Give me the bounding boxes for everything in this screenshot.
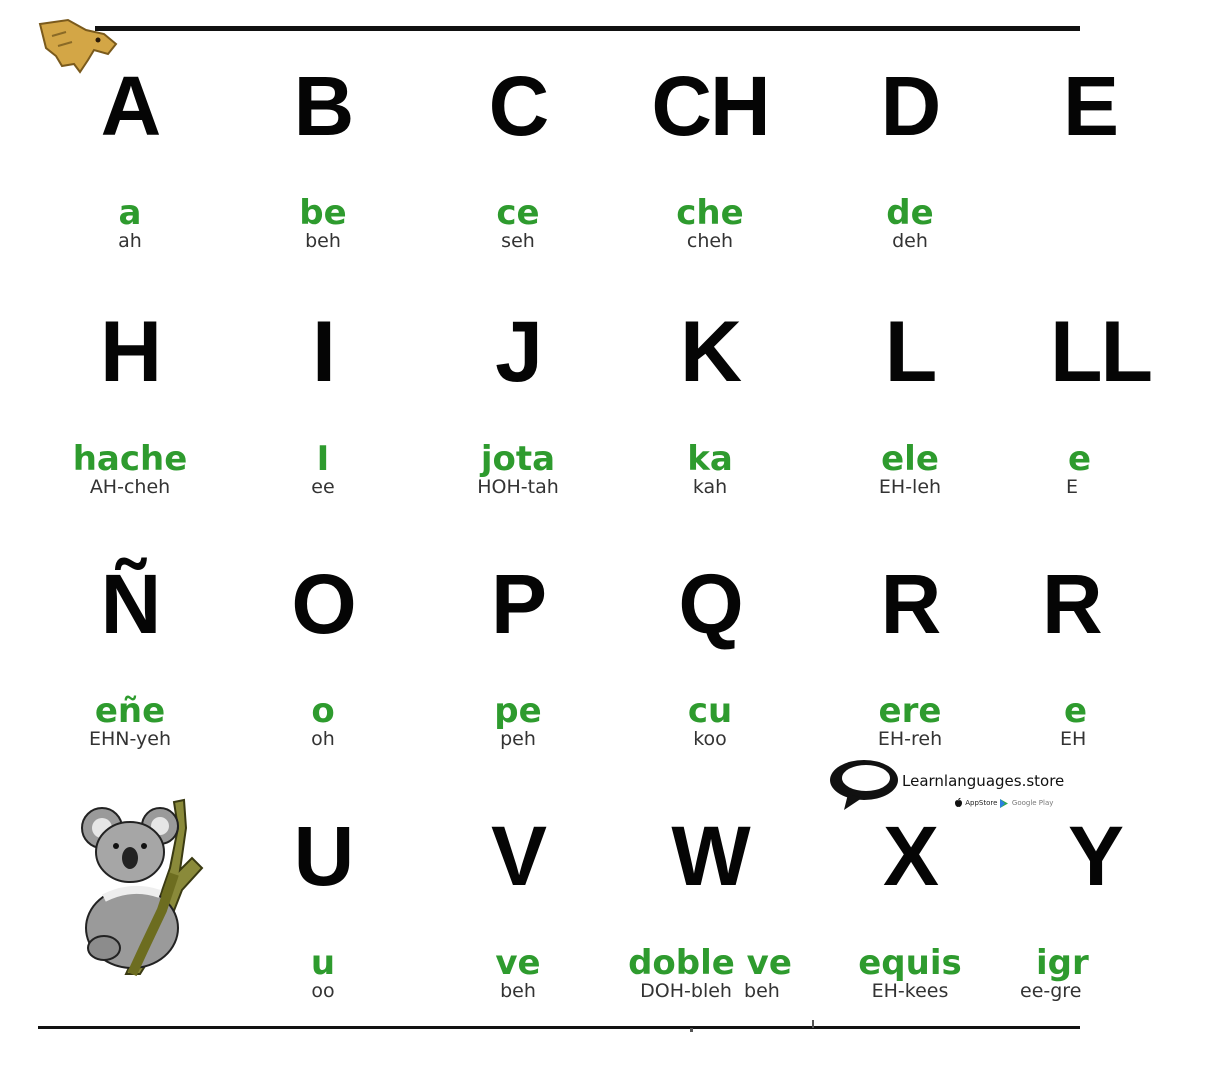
letter-glyph: R: [1042, 557, 1101, 651]
letter-card: [418, 304, 618, 498]
letter-glyph: H: [99, 304, 161, 400]
letter-card: [810, 557, 1010, 750]
watermark-site: Learnlanguages.store: [902, 772, 1065, 790]
letter-pronunciation: EH-leh: [878, 476, 942, 498]
letter-glyph: E: [1062, 59, 1118, 153]
letter-name: be: [299, 193, 347, 233]
letter-name: che: [676, 193, 744, 233]
letter-name: ve: [495, 943, 541, 983]
letter-glyph: W: [671, 809, 749, 903]
letter-glyph: U: [293, 809, 353, 903]
letter-glyph: CH: [651, 59, 769, 153]
letter-glyph: P: [490, 557, 546, 651]
letter-card: [418, 557, 618, 750]
letter-name: ele: [881, 439, 939, 479]
letter-card-partial: [990, 59, 1190, 153]
letter-glyph: J: [495, 304, 541, 400]
letter-card: [223, 304, 423, 498]
letter-pronunciation: AH-cheh: [89, 476, 171, 498]
letter-card: [810, 809, 1010, 1002]
letter-pronunciation: koo: [693, 728, 727, 750]
letter-name: ka: [687, 439, 733, 479]
letter-card: [418, 59, 618, 252]
letter-pronunciation: EHN-yeh: [88, 728, 171, 750]
letter-card: [810, 59, 1010, 252]
letter-pronunciation: EH-reh: [877, 728, 943, 750]
letter-glyph: B: [293, 59, 353, 153]
letter-card: [30, 59, 230, 252]
letter-card: [610, 59, 810, 252]
bottom-tick: [690, 1028, 693, 1032]
apple-icon: [954, 798, 963, 808]
letter-glyph: C: [488, 59, 548, 153]
letter-glyph: I: [312, 304, 334, 400]
letter-pronunciation: E: [1066, 476, 1079, 498]
letter-name: equis: [858, 943, 962, 983]
letter-name: doble ve: [628, 943, 792, 983]
bottom-tick: [812, 1020, 814, 1028]
letter-pronunciation: kah: [692, 476, 728, 498]
letter-pronunciation: ee: [311, 476, 335, 498]
letter-card: [30, 304, 230, 498]
watermark-badge: [826, 756, 1065, 816]
letter-card-partial: [1010, 304, 1210, 498]
letter-name: I: [316, 439, 330, 479]
letter-name: o: [311, 691, 335, 731]
letter-name: e: [1068, 439, 1092, 479]
letter-name: a: [118, 193, 142, 233]
letter-pronunciation: beh: [305, 230, 341, 252]
chat-bubble-icon: [826, 756, 902, 812]
letter-glyph: K: [679, 304, 741, 400]
letter-card: [30, 557, 230, 750]
letter-name: de: [886, 193, 934, 233]
letter-glyph: X: [882, 809, 938, 903]
app-store-label: AppStore: [965, 799, 998, 807]
letter-glyph: LL: [1050, 304, 1152, 400]
letter-pronunciation: DOH-bleh beh: [640, 980, 780, 1002]
letter-glyph: Y: [1068, 809, 1123, 903]
letter-glyph: R: [880, 557, 940, 651]
letter-name: cu: [687, 691, 733, 731]
letter-name: eñe: [94, 691, 166, 731]
google-play-label: Google Play: [1011, 799, 1054, 807]
letter-card-partial: [1010, 809, 1210, 1002]
letter-card: [810, 304, 1010, 498]
letter-glyph: V: [490, 809, 546, 903]
letter-name: igr: [1036, 943, 1089, 983]
letter-card: [223, 557, 423, 750]
letter-name: ce: [496, 193, 540, 233]
letter-pronunciation: seh: [501, 230, 535, 252]
letter-name: hache: [72, 439, 188, 479]
letter-card: [223, 59, 423, 252]
letter-pronunciation: ah: [118, 230, 142, 252]
letter-name: jota: [480, 439, 556, 479]
letter-glyph: D: [880, 59, 940, 153]
letter-pronunciation: cheh: [686, 230, 734, 252]
letter-pronunciation: EH-kees: [871, 980, 949, 1002]
letter-card: [610, 304, 810, 498]
letter-glyph: L: [884, 304, 936, 400]
top-rule: [95, 26, 1080, 31]
letter-pronunciation: oo: [311, 980, 335, 1002]
letter-name: e: [1064, 691, 1088, 731]
letter-pronunciation: deh: [892, 230, 928, 252]
letter-glyph: O: [291, 557, 355, 651]
letter-card: [418, 809, 618, 1002]
letter-card: [610, 557, 810, 750]
bottom-rule: [38, 1026, 1080, 1029]
letter-name: pe: [494, 691, 542, 731]
letter-glyph: Ñ: [100, 557, 160, 651]
letter-card-partial: [1010, 557, 1210, 750]
letter-pronunciation: EH: [1060, 728, 1087, 750]
letter-name: u: [310, 943, 336, 983]
letter-pronunciation: HOH-tah: [477, 476, 559, 498]
letter-glyph: A: [100, 59, 160, 153]
letter-pronunciation: peh: [500, 728, 536, 750]
letter-card: [590, 809, 830, 1002]
koala-illustration: [74, 798, 206, 974]
store-links: [954, 798, 1053, 808]
letter-card: [223, 809, 423, 1002]
letter-name: ere: [878, 691, 942, 731]
letter-pronunciation: ee-gre: [1020, 980, 1082, 1002]
google-play-icon: [1000, 799, 1008, 808]
letter-glyph: Q: [678, 557, 742, 651]
letter-pronunciation: oh: [311, 728, 335, 750]
letter-pronunciation: beh: [500, 980, 536, 1002]
